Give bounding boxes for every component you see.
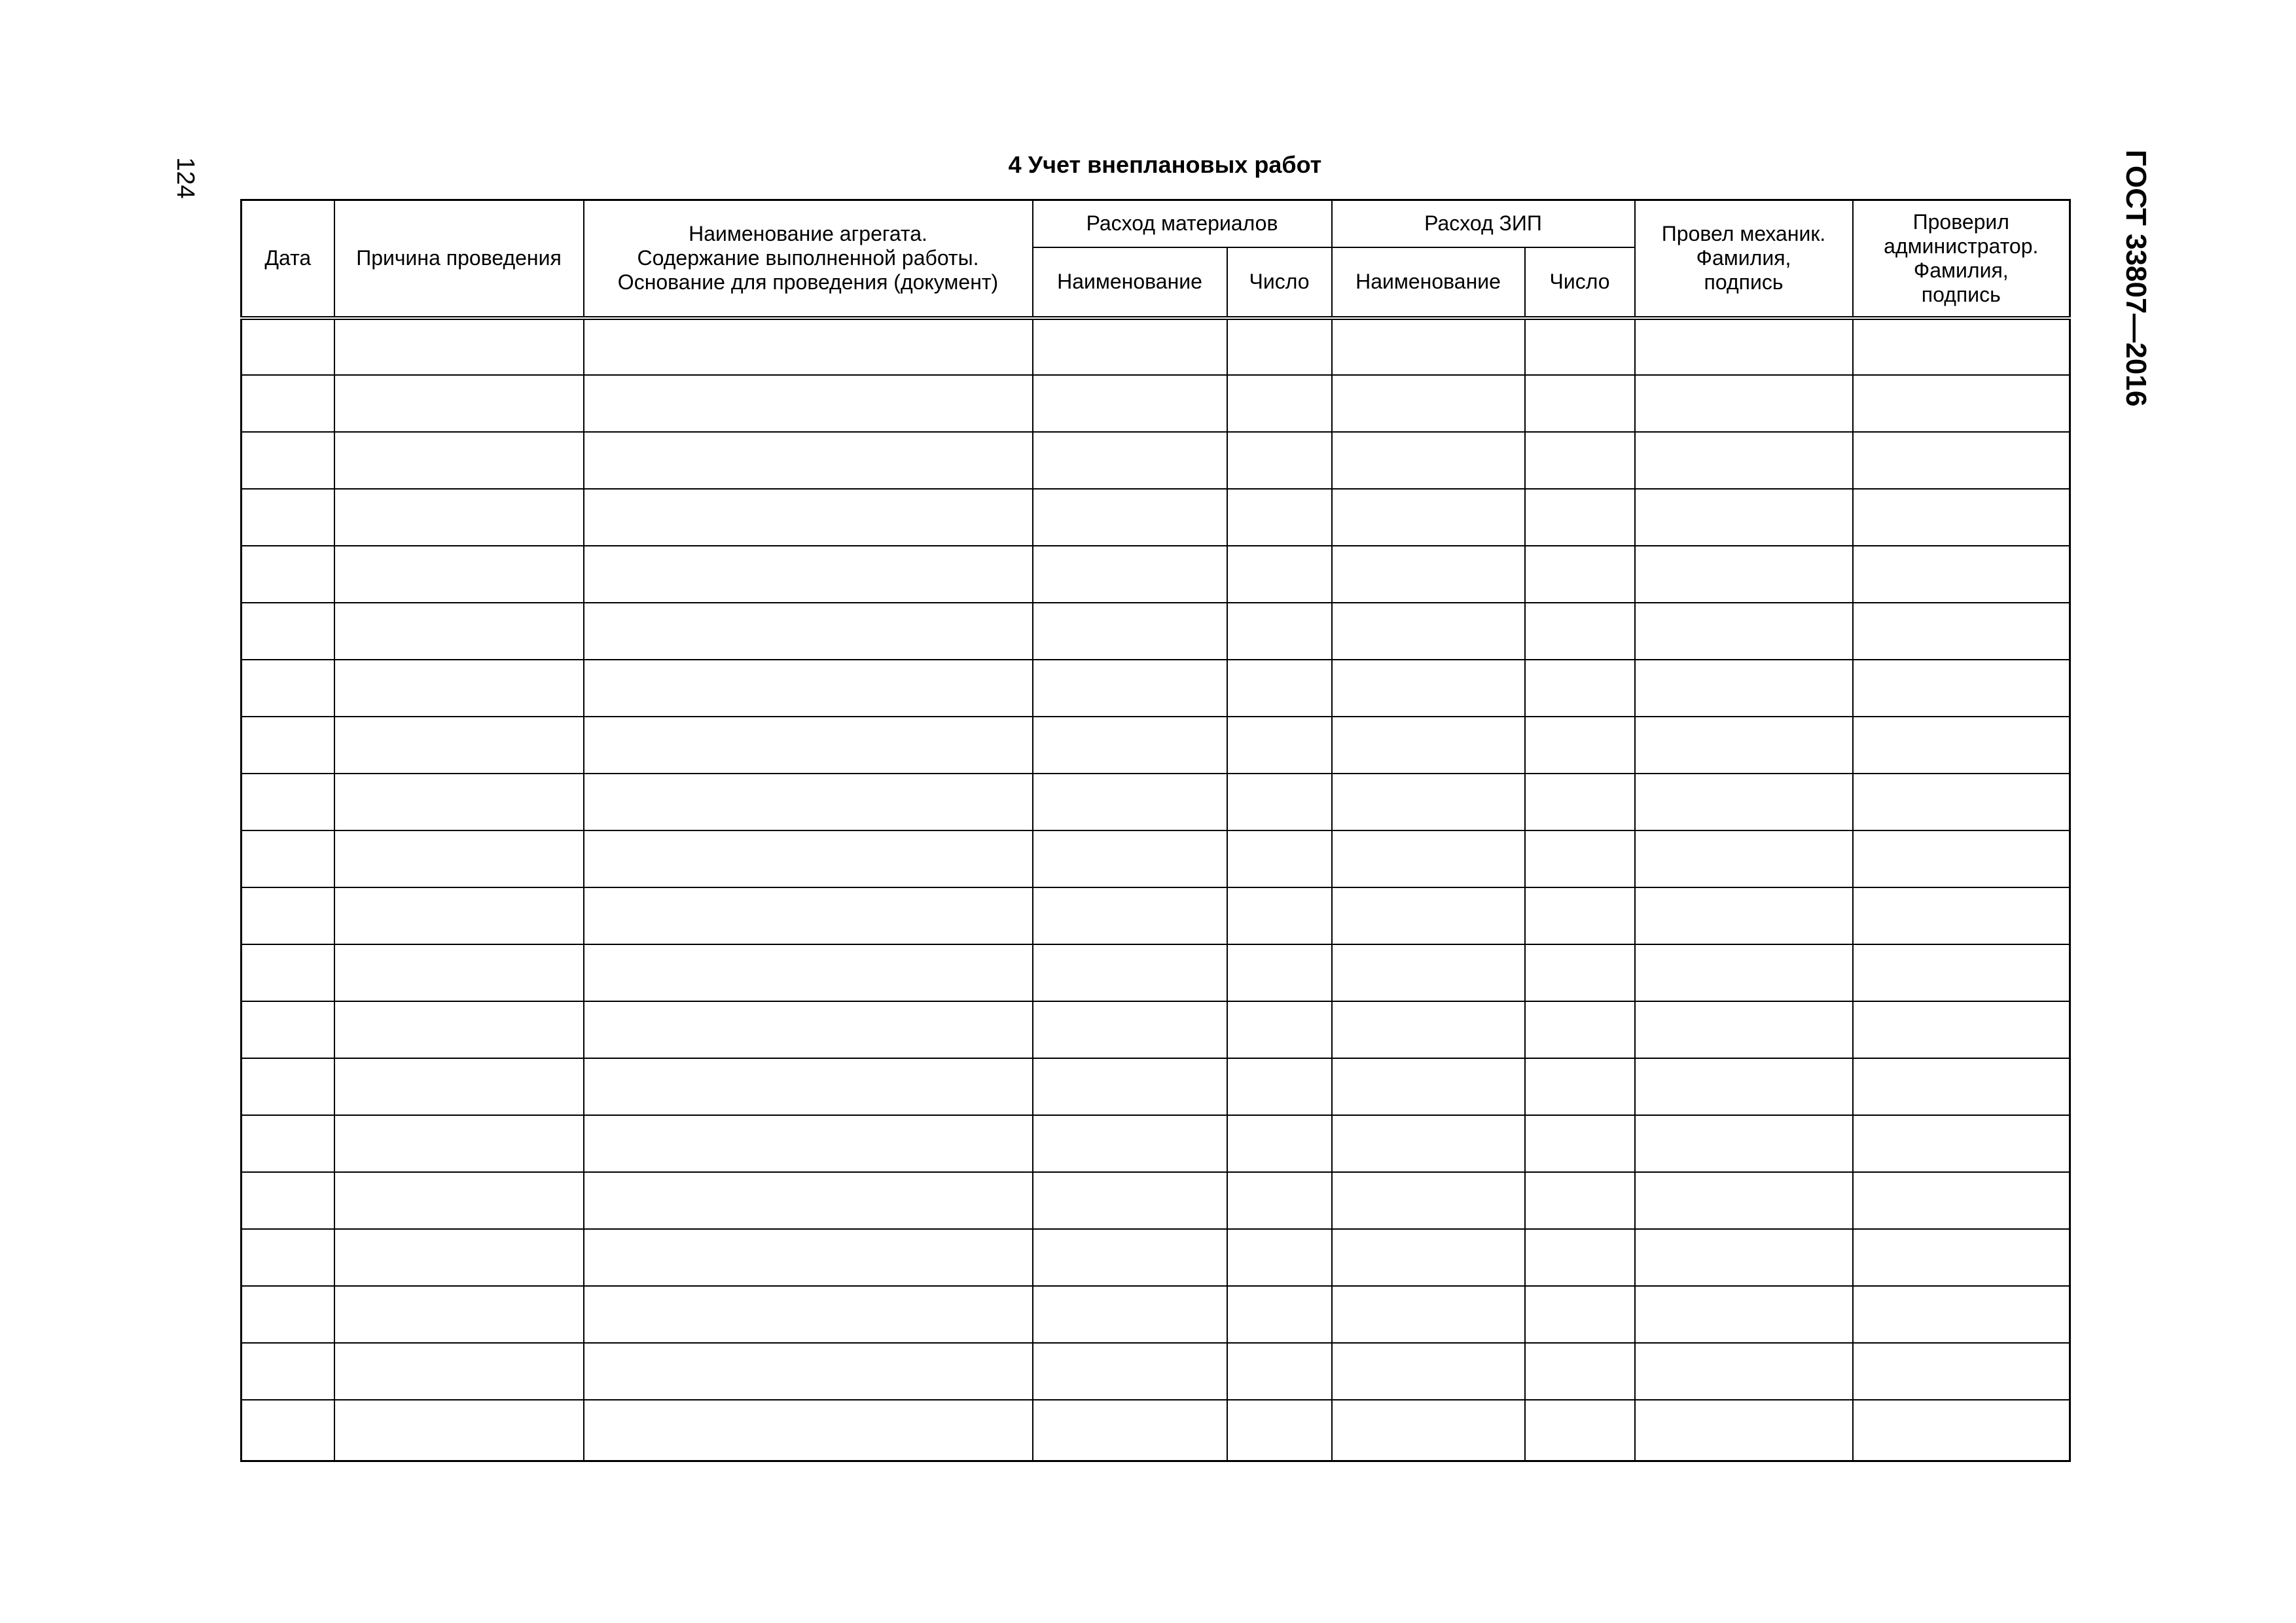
cell-spares-name [1332, 318, 1525, 375]
cell-materials-name [1033, 375, 1227, 432]
cell-spares-qty [1525, 1058, 1635, 1115]
cell-spares-name [1332, 1001, 1525, 1058]
cell-reason [334, 546, 584, 603]
cell-date [242, 375, 334, 432]
cell-date [242, 887, 334, 944]
cell-unit [584, 1400, 1033, 1461]
table-row [242, 887, 2070, 944]
cell-unit [584, 1115, 1033, 1172]
table-row [242, 830, 2070, 887]
cell-unit [584, 489, 1033, 546]
cell-reason [334, 1286, 584, 1343]
cell-unit [584, 1343, 1033, 1400]
cell-mechanic [1635, 546, 1853, 603]
cell-reason [334, 944, 584, 1001]
cell-mechanic [1635, 1172, 1853, 1229]
cell-unit [584, 1286, 1033, 1343]
cell-materials-qty [1227, 546, 1332, 603]
cell-reason [334, 660, 584, 717]
cell-reason [334, 1172, 584, 1229]
table-row [242, 432, 2070, 489]
cell-spares-qty [1525, 774, 1635, 830]
cell-spares-qty [1525, 830, 1635, 887]
cell-mechanic [1635, 774, 1853, 830]
cell-admin [1853, 887, 2070, 944]
cell-materials-name [1033, 774, 1227, 830]
table-row [242, 1229, 2070, 1286]
cell-materials-name [1033, 944, 1227, 1001]
cell-date [242, 1229, 334, 1286]
header-date: Дата [242, 200, 334, 318]
header-mechanic-line: Провел механик. [1661, 222, 1826, 246]
cell-reason [334, 318, 584, 375]
header-admin-line: Фамилия, [1913, 258, 2009, 282]
cell-unit [584, 944, 1033, 1001]
cell-materials-name [1033, 1172, 1227, 1229]
cell-reason [334, 830, 584, 887]
cell-unit [584, 887, 1033, 944]
cell-materials-name [1033, 1115, 1227, 1172]
cell-materials-qty [1227, 489, 1332, 546]
cell-unit [584, 830, 1033, 887]
header-unit [584, 200, 1033, 318]
cell-spares-qty [1525, 1400, 1635, 1461]
cell-mechanic [1635, 1400, 1853, 1461]
cell-spares-name [1332, 432, 1525, 489]
cell-date [242, 546, 334, 603]
cell-mechanic [1635, 432, 1853, 489]
table-row [242, 603, 2070, 660]
header-mechanic-line: Фамилия, [1696, 246, 1791, 270]
cell-spares-qty [1525, 546, 1635, 603]
header-unit-line: Основание для проведения (документ) [617, 270, 999, 294]
unplanned-works-table [240, 199, 2071, 1462]
cell-admin [1853, 1286, 2070, 1343]
cell-spares-name [1332, 603, 1525, 660]
cell-spares-name [1332, 546, 1525, 603]
table-body [242, 318, 2070, 1461]
cell-unit [584, 318, 1033, 375]
cell-materials-name [1033, 1001, 1227, 1058]
cell-materials-qty [1227, 1001, 1332, 1058]
cell-spares-name [1332, 830, 1525, 887]
cell-materials-name [1033, 660, 1227, 717]
cell-date [242, 660, 334, 717]
cell-materials-name [1033, 1400, 1227, 1461]
cell-date [242, 603, 334, 660]
header-admin-line: подпись [1921, 282, 2001, 306]
header-reason: Причина проведения [334, 200, 584, 318]
header-spares: Расход ЗИП [1332, 200, 1635, 247]
cell-date [242, 717, 334, 774]
cell-mechanic [1635, 1343, 1853, 1400]
cell-unit [584, 1058, 1033, 1115]
cell-admin [1853, 1058, 2070, 1115]
cell-reason [334, 1115, 584, 1172]
cell-unit [584, 774, 1033, 830]
cell-date [242, 1172, 334, 1229]
cell-spares-qty [1525, 1286, 1635, 1343]
cell-admin [1853, 717, 2070, 774]
header-unit-line: Содержание выполненной работы. [637, 246, 979, 270]
cell-materials-name [1033, 1229, 1227, 1286]
table-row [242, 1115, 2070, 1172]
cell-materials-name [1033, 489, 1227, 546]
cell-admin [1853, 489, 2070, 546]
cell-mechanic [1635, 603, 1853, 660]
cell-spares-qty [1525, 318, 1635, 375]
table-row [242, 318, 2070, 375]
cell-date [242, 774, 334, 830]
cell-materials-qty [1227, 603, 1332, 660]
cell-admin [1853, 1172, 2070, 1229]
cell-materials-qty [1227, 717, 1332, 774]
table-row [242, 1400, 2070, 1461]
cell-mechanic [1635, 1229, 1853, 1286]
header-spares-qty: Число [1525, 247, 1635, 318]
cell-reason [334, 1001, 584, 1058]
cell-materials-qty [1227, 1115, 1332, 1172]
cell-materials-qty [1227, 1172, 1332, 1229]
cell-materials-name [1033, 830, 1227, 887]
header-spares-name: Наименование [1332, 247, 1525, 318]
table-row [242, 717, 2070, 774]
cell-admin [1853, 1001, 2070, 1058]
cell-spares-qty [1525, 944, 1635, 1001]
cell-admin [1853, 944, 2070, 1001]
cell-reason [334, 1229, 584, 1286]
cell-spares-name [1332, 1286, 1525, 1343]
cell-admin [1853, 603, 2070, 660]
cell-date [242, 1058, 334, 1115]
cell-mechanic [1635, 717, 1853, 774]
table-row [242, 489, 2070, 546]
cell-spares-name [1332, 1058, 1525, 1115]
cell-spares-qty [1525, 603, 1635, 660]
page-number: 124 [171, 157, 199, 199]
cell-spares-qty [1525, 375, 1635, 432]
cell-materials-qty [1227, 944, 1332, 1001]
cell-date [242, 1286, 334, 1343]
cell-spares-name [1332, 1343, 1525, 1400]
cell-materials-qty [1227, 1229, 1332, 1286]
cell-admin [1853, 774, 2070, 830]
cell-admin [1853, 318, 2070, 375]
cell-spares-name [1332, 774, 1525, 830]
table-row [242, 546, 2070, 603]
cell-spares-name [1332, 489, 1525, 546]
header-materials: Расход материалов [1033, 200, 1332, 247]
cell-date [242, 1115, 334, 1172]
cell-materials-name [1033, 887, 1227, 944]
cell-mechanic [1635, 887, 1853, 944]
document-code: ГОСТ 33807—2016 [2120, 149, 2152, 407]
cell-mechanic [1635, 944, 1853, 1001]
cell-materials-qty [1227, 1400, 1332, 1461]
cell-spares-qty [1525, 1172, 1635, 1229]
header-unit-line: Наименование агрегата. [689, 222, 927, 246]
header-admin [1853, 200, 2070, 318]
cell-materials-qty [1227, 774, 1332, 830]
cell-materials-qty [1227, 1286, 1332, 1343]
cell-reason [334, 1058, 584, 1115]
cell-materials-qty [1227, 318, 1332, 375]
cell-materials-qty [1227, 1058, 1332, 1115]
cell-spares-qty [1525, 1001, 1635, 1058]
cell-admin [1853, 432, 2070, 489]
header-materials-name: Наименование [1033, 247, 1227, 318]
cell-spares-qty [1525, 432, 1635, 489]
cell-mechanic [1635, 1058, 1853, 1115]
cell-reason [334, 774, 584, 830]
header-mechanic [1635, 200, 1853, 318]
cell-date [242, 1343, 334, 1400]
cell-spares-qty [1525, 660, 1635, 717]
cell-materials-qty [1227, 432, 1332, 489]
table-row [242, 1058, 2070, 1115]
cell-spares-qty [1525, 1343, 1635, 1400]
cell-materials-qty [1227, 660, 1332, 717]
cell-spares-name [1332, 1400, 1525, 1461]
cell-spares-qty [1525, 1115, 1635, 1172]
cell-spares-name [1332, 1115, 1525, 1172]
cell-admin [1853, 546, 2070, 603]
header-mechanic-line: подпись [1704, 270, 1784, 294]
cell-admin [1853, 1229, 2070, 1286]
cell-date [242, 1001, 334, 1058]
table-row [242, 1286, 2070, 1343]
header-materials-qty: Число [1227, 247, 1332, 318]
cell-mechanic [1635, 489, 1853, 546]
cell-materials-name [1033, 1286, 1227, 1343]
table-row [242, 944, 2070, 1001]
cell-mechanic [1635, 1115, 1853, 1172]
cell-mechanic [1635, 1286, 1853, 1343]
cell-date [242, 944, 334, 1001]
table-row [242, 1001, 2070, 1058]
cell-spares-name [1332, 944, 1525, 1001]
cell-reason [334, 1343, 584, 1400]
cell-unit [584, 1229, 1033, 1286]
cell-materials-qty [1227, 830, 1332, 887]
cell-materials-qty [1227, 887, 1332, 944]
cell-date [242, 830, 334, 887]
cell-spares-name [1332, 1229, 1525, 1286]
cell-unit [584, 375, 1033, 432]
cell-reason [334, 489, 584, 546]
cell-admin [1853, 1115, 2070, 1172]
cell-mechanic [1635, 318, 1853, 375]
cell-unit [584, 546, 1033, 603]
cell-materials-name [1033, 1058, 1227, 1115]
cell-spares-name [1332, 887, 1525, 944]
cell-materials-qty [1227, 375, 1332, 432]
table-row [242, 375, 2070, 432]
cell-reason [334, 603, 584, 660]
cell-materials-name [1033, 432, 1227, 489]
table-row [242, 1172, 2070, 1229]
cell-materials-qty [1227, 1343, 1332, 1400]
cell-admin [1853, 660, 2070, 717]
section-title: 4 Учет внеплановых работ [1008, 151, 1322, 178]
table-row [242, 774, 2070, 830]
cell-spares-qty [1525, 717, 1635, 774]
cell-reason [334, 1400, 584, 1461]
cell-admin [1853, 830, 2070, 887]
cell-materials-name [1033, 546, 1227, 603]
cell-mechanic [1635, 375, 1853, 432]
cell-mechanic [1635, 660, 1853, 717]
cell-reason [334, 375, 584, 432]
cell-spares-name [1332, 660, 1525, 717]
cell-date [242, 318, 334, 375]
cell-reason [334, 432, 584, 489]
cell-materials-name [1033, 603, 1227, 660]
cell-admin [1853, 1343, 2070, 1400]
header-admin-line: администратор. [1884, 234, 2039, 258]
cell-reason [334, 717, 584, 774]
cell-unit [584, 432, 1033, 489]
cell-spares-name [1332, 1172, 1525, 1229]
cell-spares-qty [1525, 887, 1635, 944]
cell-spares-qty [1525, 489, 1635, 546]
cell-materials-name [1033, 717, 1227, 774]
cell-admin [1853, 375, 2070, 432]
cell-spares-name [1332, 717, 1525, 774]
cell-spares-qty [1525, 1229, 1635, 1286]
cell-unit [584, 603, 1033, 660]
cell-date [242, 432, 334, 489]
cell-materials-name [1033, 318, 1227, 375]
cell-mechanic [1635, 1001, 1853, 1058]
header-admin-line: Проверил [1912, 209, 2009, 234]
cell-materials-name [1033, 1343, 1227, 1400]
cell-mechanic [1635, 830, 1853, 887]
table-row [242, 660, 2070, 717]
cell-date [242, 489, 334, 546]
cell-date [242, 1400, 334, 1461]
cell-unit [584, 717, 1033, 774]
table-row [242, 1343, 2070, 1400]
cell-unit [584, 660, 1033, 717]
cell-unit [584, 1172, 1033, 1229]
cell-spares-name [1332, 375, 1525, 432]
cell-reason [334, 887, 584, 944]
cell-admin [1853, 1400, 2070, 1461]
cell-unit [584, 1001, 1033, 1058]
